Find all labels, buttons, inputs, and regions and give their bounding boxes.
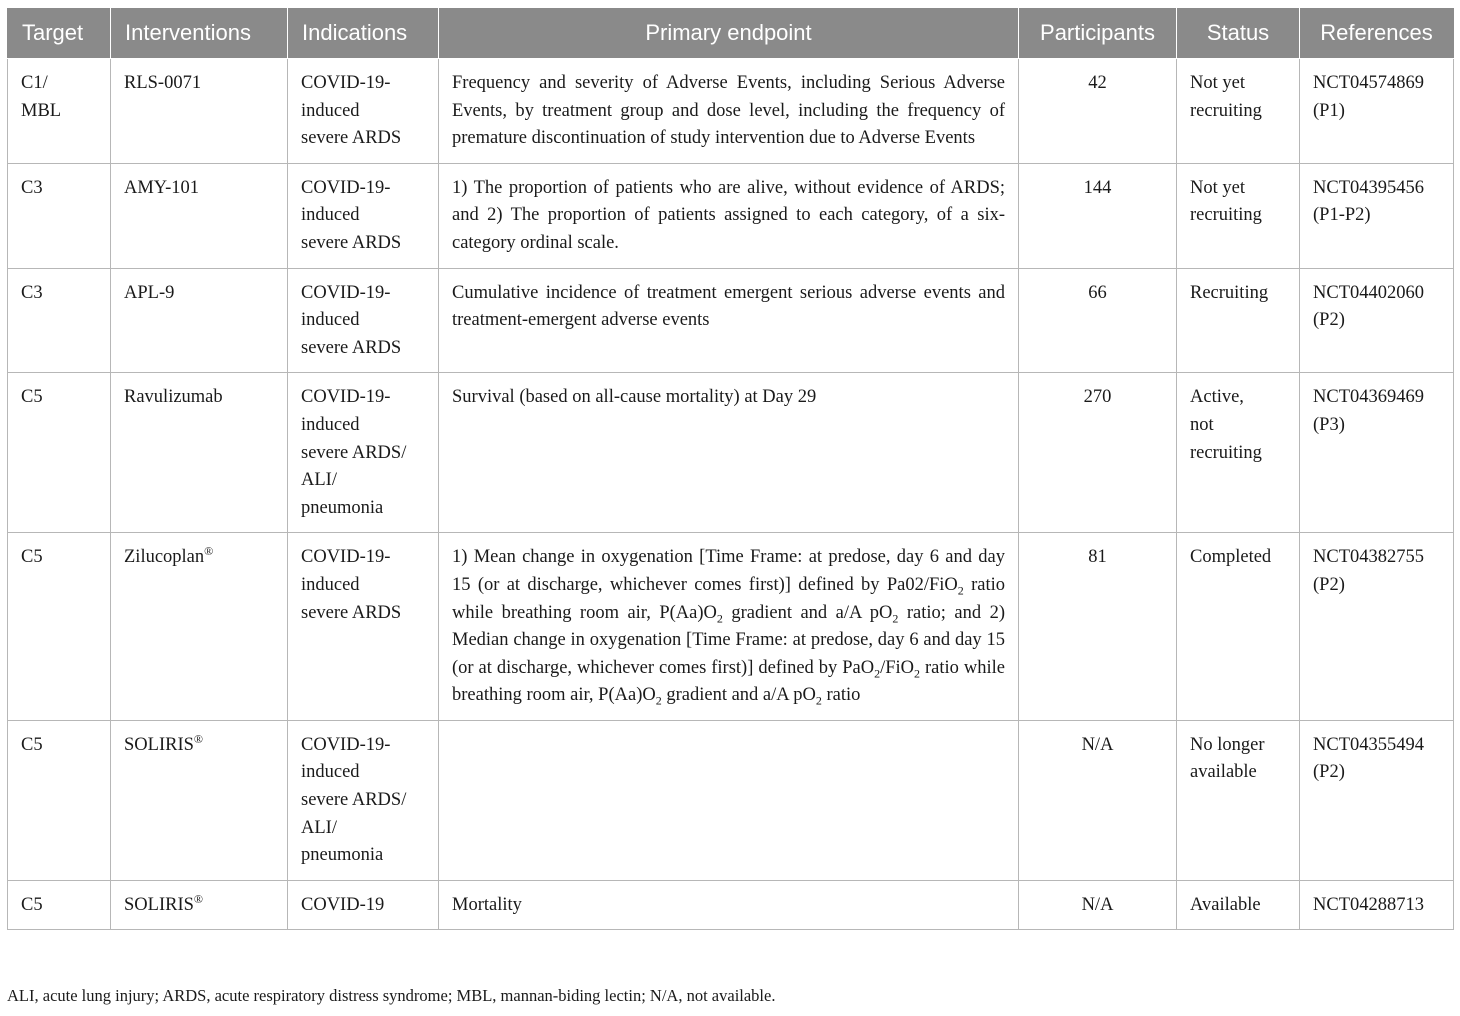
endpoint-cell [439, 720, 1019, 880]
intervention-cell-text: Zilucoplan [124, 547, 205, 568]
table-body [8, 59, 1454, 930]
reference-cell-text: NCT04574869 (P1) [1313, 73, 1424, 121]
intervention-cell [111, 533, 288, 721]
reference-cell [1300, 373, 1454, 533]
endpoint-cell [439, 59, 1019, 164]
target-cell [8, 373, 111, 533]
endpoint-text: ratio while breathing room air, P(Aa)O [452, 657, 1005, 706]
participants-cell-text: 66 [1088, 282, 1107, 303]
header-references: References [1300, 8, 1454, 59]
intervention-cell [111, 59, 288, 164]
participants-cell [1019, 880, 1177, 930]
target-cell [8, 720, 111, 880]
reference-cell [1300, 533, 1454, 721]
target-cell [8, 163, 111, 268]
endpoint-subscript: 2 [815, 693, 822, 708]
reference-cell-text: NCT04355494 (P2) [1313, 734, 1424, 783]
participants-cell [1019, 59, 1177, 164]
endpoint-subscript: 2 [892, 611, 899, 626]
participants-cell-text: 42 [1088, 73, 1107, 93]
clinical-trials-table [7, 8, 1454, 930]
table-header-row [8, 8, 1454, 59]
header-status: Status [1177, 8, 1300, 59]
endpoint-subscript: 2 [716, 611, 723, 626]
endpoint-text: ratio while breathing room air, P(Aa)O [452, 574, 1005, 623]
table-row [8, 59, 1454, 164]
target-cell [8, 880, 111, 930]
endpoint-cell-text: Survival (based on all-cause mortality) at Day 29 [452, 387, 817, 408]
reference-cell-text: NCT04369469 (P3) [1313, 387, 1424, 435]
intervention-cell-text: SOLIRIS [124, 894, 194, 915]
table-row [8, 268, 1454, 373]
endpoint-text: ratio; and 2) Median change in oxygenation [Time Frame: at predose, day 6 and day 15 (or at discharge, whichever comes first)] defined by PaO [452, 602, 1006, 678]
endpoint-text: gradient and a/A pO [722, 602, 893, 623]
status-cell [1177, 268, 1300, 373]
target-cell [8, 59, 111, 164]
registered-mark: ® [193, 731, 204, 746]
endpoint-cell-text: Frequency and severity of Adverse Events, including Serious Adverse Events, by treatment group and dose level, including the frequency of premature discontinuation of study intervention due to Adverse Events [452, 73, 1005, 149]
intervention-cell-text: APL-9 [124, 282, 175, 303]
intervention-cell-text: SOLIRIS [124, 734, 194, 755]
reference-cell [1300, 880, 1454, 930]
participants-cell-text: N/A [1081, 894, 1114, 915]
reference-cell-text: NCT04288713 [1313, 894, 1424, 915]
header-participants: Participants [1019, 8, 1177, 59]
endpoint-text: /FiO [880, 657, 915, 678]
participants-cell [1019, 720, 1177, 880]
endpoint-subscript: 2 [655, 693, 662, 708]
endpoint-cell-text: Mortality [452, 894, 522, 915]
reference-cell [1300, 59, 1454, 164]
participants-cell [1019, 373, 1177, 533]
intervention-cell-text: RLS-0071 [124, 73, 202, 93]
table-row [8, 880, 1454, 930]
indication-cell-text: COVID-19- induced severe ARDS [301, 177, 402, 253]
endpoint-cell [439, 163, 1019, 268]
intervention-cell [111, 373, 288, 533]
participants-cell [1019, 163, 1177, 268]
endpoint-text: 1) Mean change in oxygenation [Time Frame: at predose, day 6 and day 15 (or at discharge, whichever comes first)] defined by Pa02/FiO [452, 547, 1005, 595]
indication-cell [288, 268, 439, 373]
target-cell-text: C5 [21, 894, 43, 915]
target-cell-text: C5 [21, 734, 43, 755]
status-cell [1177, 720, 1300, 880]
endpoint-cell-text: 1) The proportion of patients who are alive, without evidence of ARDS; and 2) The proportion of patients assigned to each category, of a six-category ordinal scale. [452, 177, 1005, 253]
reference-cell-text: NCT04382755 (P2) [1313, 547, 1424, 595]
intervention-cell-text: Ravulizumab [124, 387, 223, 408]
status-cell [1177, 163, 1300, 268]
indication-cell [288, 163, 439, 268]
status-cell-text: Recruiting [1190, 282, 1269, 303]
target-cell-text: C1/ MBL [21, 73, 62, 121]
registered-mark: ® [193, 891, 204, 906]
participants-cell-text: 81 [1088, 547, 1107, 568]
intervention-cell [111, 268, 288, 373]
endpoint-text: ratio [821, 685, 861, 706]
endpoint-cell [439, 880, 1019, 930]
status-cell-text: Not yet recruiting [1190, 177, 1262, 226]
reference-cell [1300, 163, 1454, 268]
table-footnote: ALI, acute lung injury; ARDS, acute respiratory distress syndrome; MBL, mannan-biding lectin; N/A, not available. [7, 986, 776, 1005]
participants-cell-text: 144 [1083, 177, 1112, 198]
endpoint-cell-text: Cumulative incidence of treatment emergent serious adverse events and treatment-emergent adverse events [452, 282, 1005, 331]
participants-cell-text: 270 [1083, 387, 1112, 408]
indication-cell-text: COVID-19- induced severe ARDS [301, 73, 402, 149]
status-cell [1177, 880, 1300, 930]
status-cell-text: Available [1190, 894, 1261, 915]
target-cell [8, 533, 111, 721]
status-cell-text: Not yet recruiting [1190, 73, 1262, 121]
target-cell-text: C5 [21, 547, 43, 568]
intervention-cell [111, 720, 288, 880]
target-cell-text: C3 [21, 177, 43, 198]
header-interventions: Interventions [111, 8, 288, 59]
table-row [8, 373, 1454, 533]
endpoint-subscript: 2 [914, 666, 921, 681]
reference-cell [1300, 268, 1454, 373]
participants-cell [1019, 268, 1177, 373]
indication-cell [288, 880, 439, 930]
status-cell-text: No longer available [1190, 734, 1265, 783]
indication-cell-text: COVID-19- induced severe ARDS [301, 547, 402, 623]
header-primary-endpoint: Primary endpoint [439, 8, 1019, 59]
endpoint-cell [439, 268, 1019, 373]
endpoint-text: gradient and a/A pO [661, 685, 816, 706]
registered-mark: ® [204, 544, 214, 559]
reference-cell [1300, 720, 1454, 880]
table-row [8, 163, 1454, 268]
reference-cell-text: NCT04402060 (P2) [1313, 282, 1424, 331]
participants-cell [1019, 533, 1177, 721]
table-row [8, 720, 1454, 880]
status-cell [1177, 373, 1300, 533]
indication-cell [288, 59, 439, 164]
target-cell-text: C3 [21, 282, 43, 303]
indication-cell-text: COVID-19- induced severe ARDS/ ALI/ pneumonia [301, 387, 407, 518]
status-cell-text: Completed [1190, 547, 1272, 568]
indication-cell-text: COVID-19 [301, 894, 385, 915]
intervention-cell [111, 880, 288, 930]
reference-cell-text: NCT04395456 (P1-P2) [1313, 177, 1424, 226]
status-cell-text: Active, not recruiting [1190, 387, 1262, 463]
header-indications: Indications [288, 8, 439, 59]
indication-cell [288, 373, 439, 533]
participants-cell-text: N/A [1081, 734, 1114, 755]
intervention-cell-text: AMY-101 [124, 177, 200, 198]
endpoint-subscript: 2 [874, 666, 881, 681]
status-cell [1177, 533, 1300, 721]
indication-cell [288, 720, 439, 880]
endpoint-cell [439, 533, 1019, 721]
target-cell-text: C5 [21, 387, 43, 408]
endpoint-subscript: 2 [957, 583, 964, 598]
indication-cell-text: COVID-19- induced severe ARDS/ ALI/ pneumonia [301, 734, 407, 866]
intervention-cell [111, 163, 288, 268]
status-cell [1177, 59, 1300, 164]
header-target: Target [8, 8, 111, 59]
indication-cell [288, 533, 439, 721]
table-row [8, 533, 1454, 721]
target-cell [8, 268, 111, 373]
indication-cell-text: COVID-19- induced severe ARDS [301, 282, 402, 358]
endpoint-cell [439, 373, 1019, 533]
